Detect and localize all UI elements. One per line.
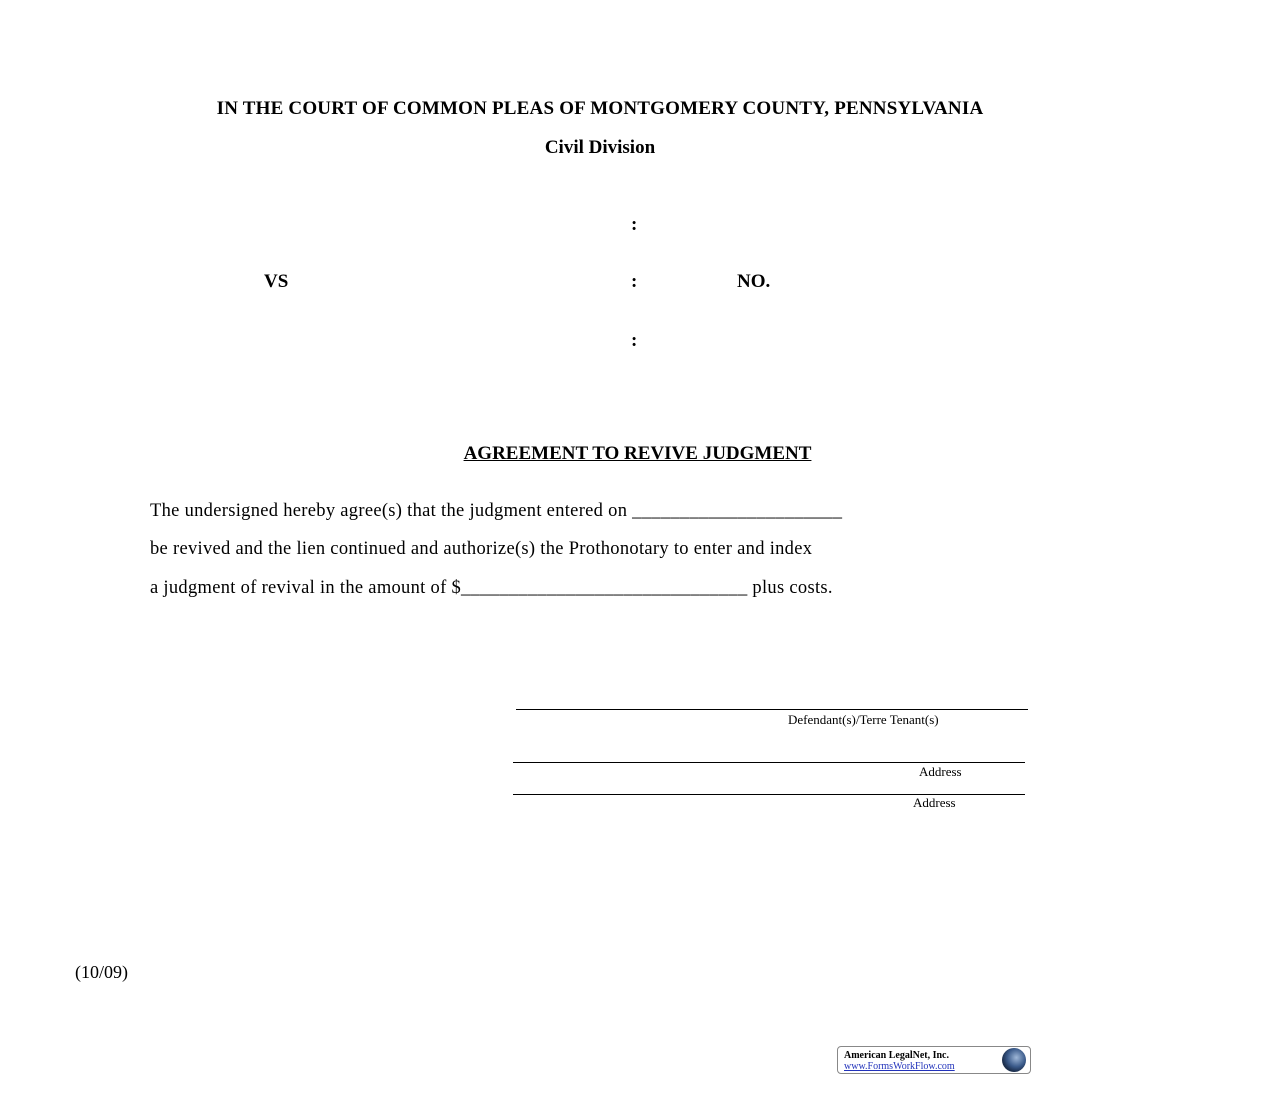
publisher-badge[interactable] — [837, 1046, 1031, 1074]
address-label-1: Address — [919, 764, 962, 779]
document-title — [0, 443, 1275, 465]
division-heading: Civil Division — [544, 137, 656, 158]
caption-colon-1: : — [631, 214, 638, 235]
case-number-label: NO. — [737, 271, 771, 292]
defendant-signature-line[interactable] — [516, 709, 1028, 710]
body-line-2: be revived and the lien continued and authorize(s) the Prothonotary to enter and index — [150, 539, 813, 559]
caption-colon-2: : — [631, 271, 638, 292]
form-version: (10/09) — [75, 962, 128, 982]
body-line-1: The undersigned hereby agree(s) that the judgment entered on ______________________ — [150, 501, 843, 521]
document-title-text: AGREEMENT TO REVIVE JUDGMENT — [463, 443, 812, 464]
address-line-1[interactable] — [513, 762, 1025, 763]
address-label-2: Address — [913, 795, 956, 810]
caption-vs: VS — [264, 271, 289, 292]
court-heading: IN THE COURT OF COMMON PLEAS OF MONTGOMERY COUNTY, PENNSYLVANIA — [216, 98, 984, 119]
caption-colon-3: : — [631, 330, 638, 351]
globe-logo-icon — [1002, 1048, 1026, 1072]
defendant-label: Defendant(s)/Terre Tenant(s) — [788, 712, 939, 727]
badge-url-link[interactable]: www.FormsWorkFlow.com — [844, 1061, 955, 1072]
badge-company: American LegalNet, Inc. — [844, 1050, 949, 1061]
body-line-3: a judgment of revival in the amount of $______________________________ plus costs. — [150, 578, 833, 598]
